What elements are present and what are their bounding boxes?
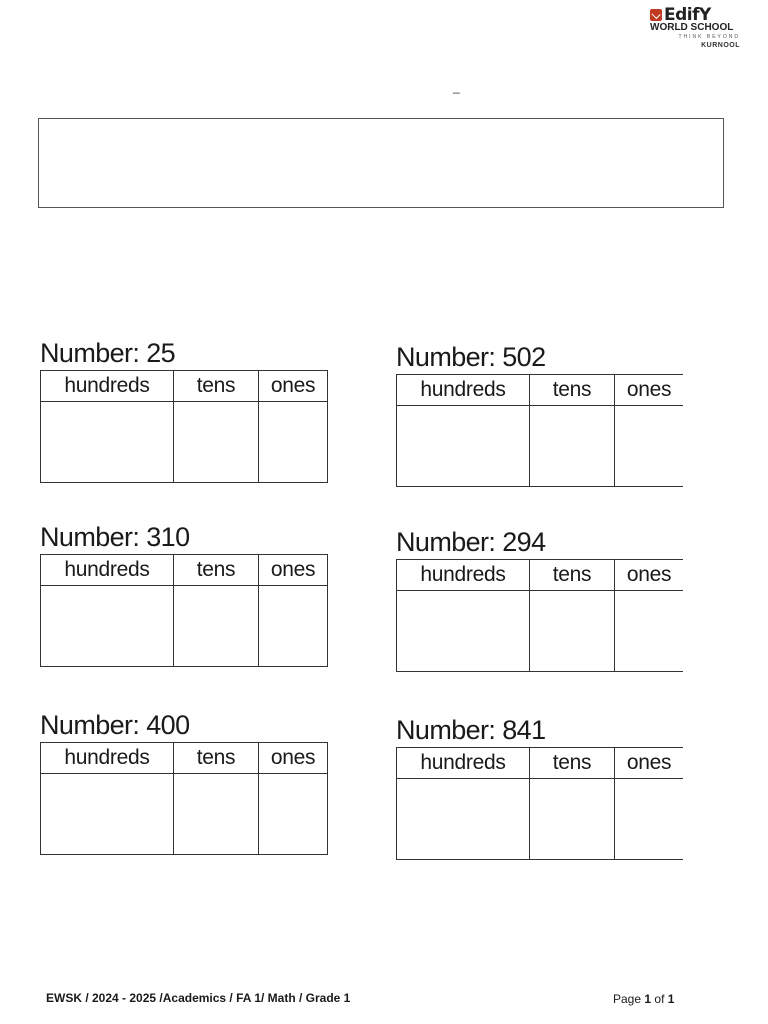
ones-answer-cell[interactable]: [615, 591, 684, 672]
hundreds-answer-cell[interactable]: [41, 774, 174, 855]
hundreds-header: hundreds: [41, 371, 174, 402]
tens-answer-cell[interactable]: [174, 586, 259, 667]
logo-school-name: WORLD SCHOOL: [650, 22, 734, 33]
hundreds-answer-cell[interactable]: [397, 406, 530, 487]
ones-answer-cell[interactable]: [615, 779, 684, 860]
hundreds-header: hundreds: [397, 560, 530, 591]
hundreds-answer-cell[interactable]: [397, 779, 530, 860]
place-value-exercise: [396, 527, 683, 672]
place-value-exercise: [40, 522, 328, 667]
tens-header: tens: [174, 555, 259, 586]
tens-answer-cell[interactable]: [174, 774, 259, 855]
ones-header: ones: [615, 560, 684, 591]
tens-header: tens: [530, 560, 615, 591]
hundreds-header: hundreds: [41, 743, 174, 774]
logo-brand-row: [650, 5, 740, 25]
student-info-box[interactable]: [38, 118, 724, 208]
page-label: Page: [613, 992, 642, 1006]
number-title: Number: 841: [396, 715, 546, 745]
page-total: 1: [667, 992, 675, 1006]
place-value-exercise: [396, 342, 683, 487]
school-logo: [650, 5, 740, 50]
place-value-exercise: [40, 710, 328, 855]
ones-header: ones: [615, 375, 684, 406]
hundreds-answer-cell[interactable]: [397, 591, 530, 672]
tens-header: tens: [530, 748, 615, 779]
tens-answer-cell[interactable]: [530, 779, 615, 860]
hundreds-answer-cell[interactable]: [41, 586, 174, 667]
place-value-table: [396, 374, 683, 487]
logo-city: KURNOOL: [701, 42, 740, 49]
tens-header: tens: [174, 743, 259, 774]
ones-answer-cell[interactable]: [259, 402, 328, 483]
tens-answer-cell[interactable]: [530, 591, 615, 672]
place-value-exercise: [396, 715, 683, 860]
number-title: Number: 400: [40, 710, 190, 740]
hundreds-header: hundreds: [397, 375, 530, 406]
tens-header: tens: [530, 375, 615, 406]
number-title: Number: 310: [40, 522, 190, 552]
place-value-table: [40, 742, 328, 855]
number-title: Number: 25: [40, 338, 176, 368]
header-dash: _: [453, 80, 460, 94]
logo-tagline: THINK BEYOND: [678, 34, 740, 40]
place-value-table: [396, 747, 683, 860]
ones-header: ones: [615, 748, 684, 779]
footer-page-number: [613, 992, 674, 1006]
ones-header: ones: [259, 555, 328, 586]
place-value-table: [40, 370, 328, 483]
tens-answer-cell[interactable]: [174, 402, 259, 483]
ones-header: ones: [259, 371, 328, 402]
place-value-exercise: [40, 338, 328, 483]
ones-answer-cell[interactable]: [615, 406, 684, 487]
place-value-table: [40, 554, 328, 667]
logo-check-icon: [650, 9, 662, 21]
hundreds-answer-cell[interactable]: [41, 402, 174, 483]
page-of: of: [654, 992, 665, 1006]
page-current: 1: [644, 992, 652, 1006]
place-value-table: [396, 559, 683, 672]
tens-answer-cell[interactable]: [530, 406, 615, 487]
ones-header: ones: [259, 743, 328, 774]
logo-brand: EdifY: [664, 5, 711, 25]
number-title: Number: 294: [396, 527, 546, 557]
hundreds-header: hundreds: [41, 555, 174, 586]
ones-answer-cell[interactable]: [259, 774, 328, 855]
number-title: Number: 502: [396, 342, 546, 372]
ones-answer-cell[interactable]: [259, 586, 328, 667]
footer-document-path: EWSK / 2024 - 2025 /Academics / FA 1/ Math / Grade 1: [46, 991, 351, 1005]
hundreds-header: hundreds: [397, 748, 530, 779]
tens-header: tens: [174, 371, 259, 402]
